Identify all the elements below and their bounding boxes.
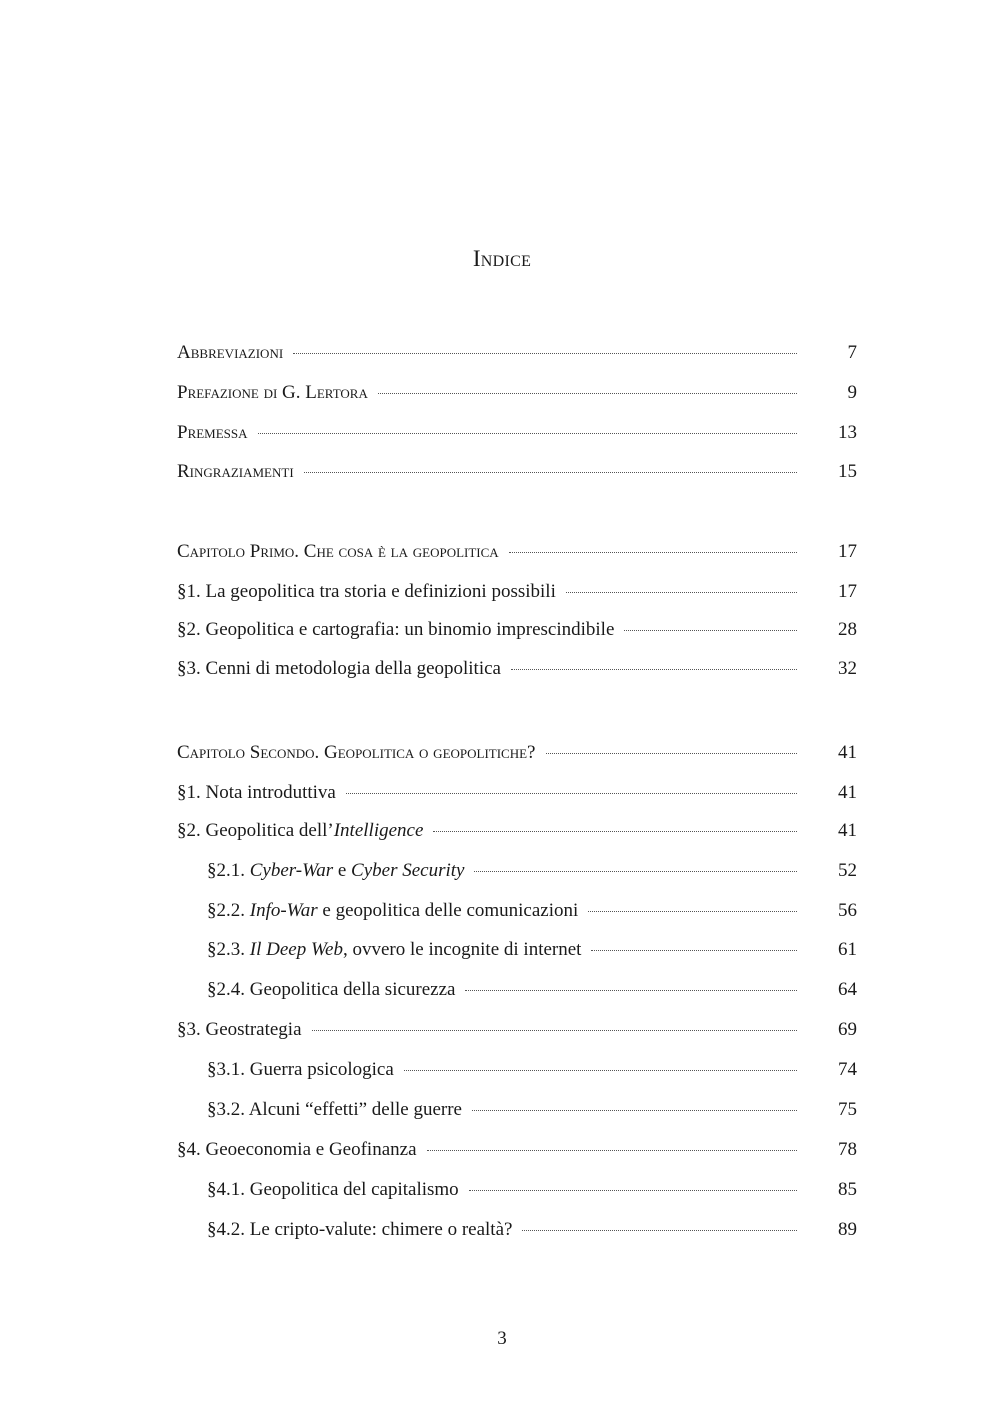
toc-entry-capitolo-secondo[interactable] [177,740,857,766]
toc-entry-label: Prefazione di G. Lertora [177,382,368,403]
toc-entry-label: §3.1. Guerra psicologica [207,1059,394,1080]
toc-entry-2-3-1[interactable] [207,1057,857,1083]
dot-leader [546,753,798,754]
dot-leader [509,552,797,553]
toc-entry-2-3-2[interactable] [207,1097,857,1123]
toc-entry-2-2[interactable] [177,818,857,844]
toc-entry-label: Ringraziamenti [177,461,294,482]
toc-entry-2-4[interactable] [177,1137,857,1163]
dot-leader [378,393,797,394]
label-italic: Cyber Security [351,860,465,881]
dot-leader [469,1190,797,1191]
toc-entry-2-2-2[interactable] [207,898,857,924]
toc-entry-page: 64 [838,979,857,1000]
toc-entry-premessa[interactable] [177,420,857,446]
toc-entry-abbreviazioni[interactable] [177,340,857,366]
dot-leader [304,472,797,473]
dot-leader [591,950,797,951]
label-text: e [333,860,352,881]
toc-entry-2-4-1[interactable] [207,1177,857,1203]
dot-leader [511,669,797,670]
dot-leader [588,911,797,912]
page-number: 3 [497,1328,507,1349]
toc-entry-2-4-2[interactable] [207,1217,857,1243]
dot-leader [433,831,797,832]
toc-entry-label: Capitolo Primo. Che cosa è la geopolitica [177,541,499,562]
dot-leader [312,1030,797,1031]
toc-entry-page: 13 [838,422,857,443]
toc-entry-page: 69 [838,1019,857,1040]
toc-entry-prefazione[interactable] [177,380,857,406]
toc-entry-2-2-4[interactable] [207,977,857,1003]
dot-leader [566,592,797,593]
toc-title: Indice [472,246,532,271]
toc-entry-page: 85 [838,1179,857,1200]
label-italic: Cyber-War [249,860,334,881]
dot-leader [472,1110,797,1111]
toc-entry-page: 9 [847,382,857,403]
toc-entry-page: 89 [838,1219,857,1240]
toc-entry-capitolo-primo[interactable] [177,539,857,565]
toc-entry-2-1[interactable] [177,780,857,806]
toc-entry-page: 41 [838,742,857,763]
dot-leader [346,793,797,794]
label-text: , ovvero le incognite di internet [342,939,582,960]
label-text: §2.1. [207,860,250,881]
dot-leader [404,1070,797,1071]
label-text: §2.2. [207,900,250,921]
dot-leader [624,630,797,631]
toc-entry-label: §3.2. Alcuni “effetti” delle guerre [207,1099,462,1120]
toc-entry-page: 78 [838,1139,857,1160]
toc-entry-1-1[interactable] [177,579,857,605]
toc-entry-page: 7 [847,342,857,363]
toc-entry-page: 41 [838,820,857,841]
toc-entry-label [207,937,591,963]
toc-entry-2-3[interactable] [177,1017,857,1043]
toc-entry-2-2-1[interactable] [207,858,857,884]
toc-entry-page: 17 [838,581,857,602]
toc-entry-page: 74 [838,1059,857,1080]
label-text: §2. Geopolitica dell’ [177,820,334,841]
toc-entry-label: §3. Cenni di metodologia della geopolitica [177,658,501,679]
toc-entry-label: §2.4. Geopolitica della sicurezza [207,979,456,1000]
dot-leader [427,1150,797,1151]
label-text: e geopolitica delle comunicazioni [317,900,579,921]
toc-entry-page: 28 [838,619,857,640]
dot-leader [474,871,797,872]
toc-entry-label: Abbreviazioni [177,342,284,363]
toc-entry-page: 52 [838,860,857,881]
label-text: §2.3. [207,939,250,960]
toc-entry-label: Capitolo Secondo. Geopolitica o geopolitiche? [177,742,536,763]
toc-entry-label: §4.1. Geopolitica del capitalismo [207,1179,459,1200]
toc-entry-label: §3. Geostrategia [177,1019,302,1040]
toc-entry-label: §2. Geopolitica e cartografia: un binomio imprescindibile [177,619,615,640]
toc-entry-page: 56 [838,900,857,921]
toc-entry-page: 32 [838,658,857,679]
toc-entry-label [207,858,474,884]
dot-leader [465,990,797,991]
toc-entry-label: Premessa [177,422,248,443]
toc-entry-page: 61 [838,939,857,960]
toc-entry-label: §4. Geoeconomia e Geofinanza [177,1139,417,1160]
toc-entry-1-3[interactable] [177,656,857,682]
toc-entry-page: 75 [838,1099,857,1120]
toc-entry-ringraziamenti[interactable] [177,459,857,485]
toc-entry-page: 15 [838,461,857,482]
toc-entry-label [207,898,588,924]
toc-entry-page: 41 [838,782,857,803]
toc-entry-1-2[interactable] [177,617,857,643]
toc-entry-2-2-3[interactable] [207,937,857,963]
label-italic: Info-War [249,900,318,921]
toc-entry-label: §4.2. Le cripto-valute: chimere o realtà? [207,1219,513,1240]
label-italic: Intelligence [333,820,424,841]
label-italic: Il Deep Web [249,939,343,960]
toc-entry-page: 17 [838,541,857,562]
toc-entry-label: §1. La geopolitica tra storia e definizioni possibili [177,581,556,602]
toc-entry-label [177,818,433,844]
toc-entry-label: §1. Nota introduttiva [177,782,336,803]
dot-leader [293,353,797,354]
dot-leader [258,433,797,434]
dot-leader [522,1230,797,1231]
